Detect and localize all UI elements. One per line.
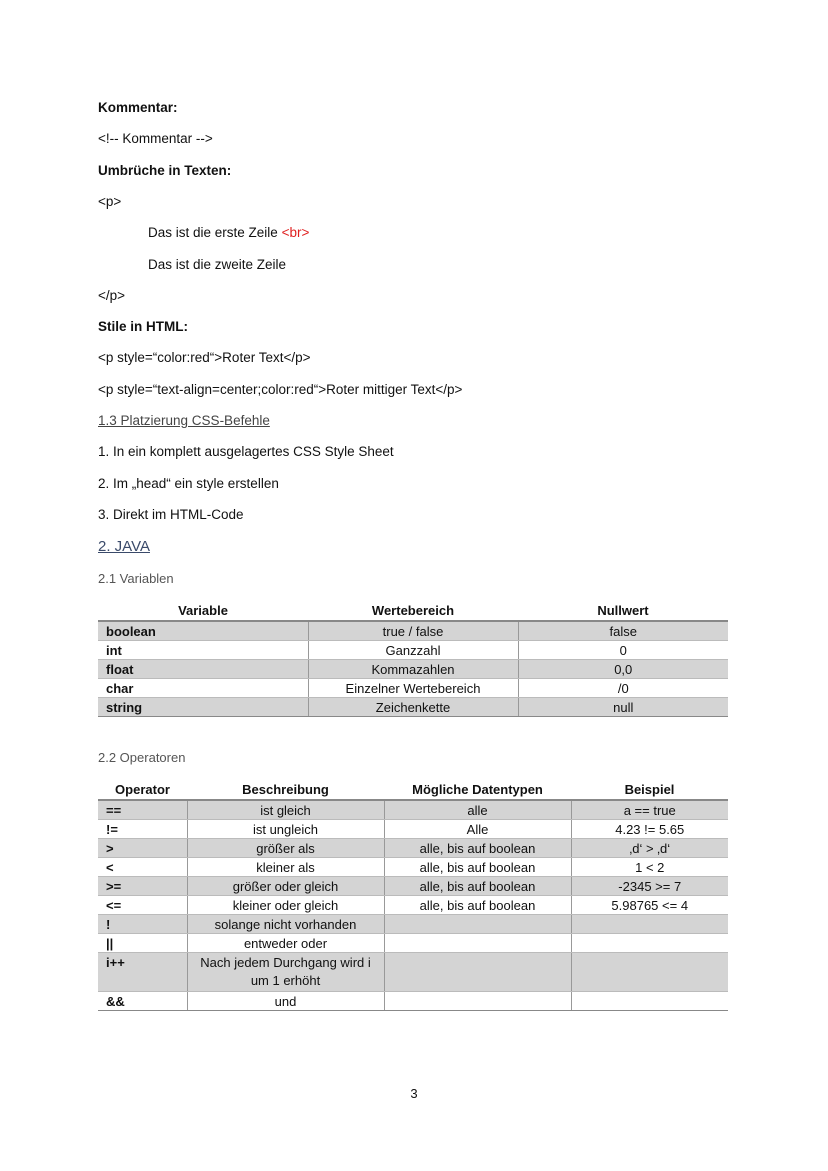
table-cell: 1 < 2 <box>571 858 728 877</box>
table-cell: && <box>98 992 187 1011</box>
table-cell: ‚d‘ > ‚d‘ <box>571 839 728 858</box>
table-row <box>98 660 728 679</box>
first-line-text: Das ist die erste Zeile <box>148 225 278 240</box>
table-row <box>98 915 728 934</box>
table-cell: ! <box>98 915 187 934</box>
table-cell: true / false <box>308 621 518 641</box>
table-header-row <box>98 600 728 621</box>
table-cell: char <box>98 679 308 698</box>
table-row <box>98 992 728 1011</box>
table-cell: Ganzzahl <box>308 641 518 660</box>
style-example-1: <p style=“color:red“>Roter Text</p> <box>98 350 311 365</box>
table-cell: ist ungleich <box>187 820 384 839</box>
style-example-2: <p style=“text-align=center;color:red“>Roter mittiger Text</p> <box>98 382 463 397</box>
table-row <box>98 641 728 660</box>
second-line-example: Das ist die zweite Zeile <box>148 257 287 272</box>
table-cell <box>571 915 728 934</box>
table-cell: Nach jedem Durchgang wird i um 1 erhöht <box>187 953 384 992</box>
table-cell: > <box>98 839 187 858</box>
table-cell: /0 <box>518 679 728 698</box>
table-cell: float <box>98 660 308 679</box>
table-cell <box>384 992 571 1011</box>
table-cell: 4.23 != 5.65 <box>571 820 728 839</box>
table-cell: größer oder gleich <box>187 877 384 896</box>
table-cell <box>384 934 571 953</box>
p-open-tag: <p> <box>98 194 122 209</box>
table-cell: <= <box>98 896 187 915</box>
table-row <box>98 896 728 915</box>
table-cell: == <box>98 800 187 820</box>
css-placement-item: 1. In ein komplett ausgelagertes CSS Style Sheet <box>98 444 394 459</box>
table-cell <box>571 992 728 1011</box>
table-cell: Alle <box>384 820 571 839</box>
table-cell: >= <box>98 877 187 896</box>
column-header: Mögliche Datentypen <box>384 779 571 800</box>
table-cell: 0 <box>518 641 728 660</box>
table-cell: alle, bis auf boolean <box>384 877 571 896</box>
comment-heading: Kommentar: <box>98 100 178 115</box>
table-cell: false <box>518 621 728 641</box>
table-cell: kleiner als <box>187 858 384 877</box>
table-row <box>98 858 728 877</box>
table-cell: 0,0 <box>518 660 728 679</box>
table-cell <box>384 953 571 992</box>
page-number: 3 <box>410 1086 418 1101</box>
table-row <box>98 934 728 953</box>
table-cell: -2345 >= 7 <box>571 877 728 896</box>
table-row <box>98 621 728 641</box>
table-cell: != <box>98 820 187 839</box>
java-heading: 2. JAVA <box>98 538 150 555</box>
first-line-example <box>148 224 309 242</box>
breaks-heading: Umbrüche in Texten: <box>98 163 232 178</box>
css-placement-item: 3. Direkt im HTML-Code <box>98 507 244 522</box>
table-row <box>98 820 728 839</box>
table-cell: alle, bis auf boolean <box>384 839 571 858</box>
table-cell: boolean <box>98 621 308 641</box>
table-cell <box>571 953 728 992</box>
table-row <box>98 698 728 717</box>
column-header: Beispiel <box>571 779 728 800</box>
table-cell: alle, bis auf boolean <box>384 896 571 915</box>
table-cell: alle <box>384 800 571 820</box>
table-cell: solange nicht vorhanden <box>187 915 384 934</box>
operators-heading: 2.2 Operatoren <box>98 750 186 765</box>
column-header: Operator <box>98 779 187 800</box>
table-cell: kleiner oder gleich <box>187 896 384 915</box>
operators-table <box>98 779 728 1011</box>
table-cell: ist gleich <box>187 800 384 820</box>
variables-table <box>98 600 728 717</box>
variables-heading: 2.1 Variablen <box>98 571 174 586</box>
table-cell: größer als <box>187 839 384 858</box>
table-cell: || <box>98 934 187 953</box>
table-cell: Kommazahlen <box>308 660 518 679</box>
table-row <box>98 800 728 820</box>
column-header: Variable <box>98 600 308 621</box>
styles-heading: Stile in HTML: <box>98 319 188 334</box>
table-cell: string <box>98 698 308 717</box>
table-row <box>98 953 728 992</box>
table-cell <box>571 934 728 953</box>
table-cell: a == true <box>571 800 728 820</box>
column-header: Wertebereich <box>308 600 518 621</box>
br-tag: <br> <box>281 225 310 240</box>
table-cell: und <box>187 992 384 1011</box>
table-cell: i++ <box>98 953 187 992</box>
p-close-tag: </p> <box>98 288 126 303</box>
comment-code: <!-- Kommentar --> <box>98 131 213 146</box>
table-cell: alle, bis auf boolean <box>384 858 571 877</box>
column-header: Beschreibung <box>187 779 384 800</box>
table-header-row <box>98 779 728 800</box>
table-cell: entweder oder <box>187 934 384 953</box>
css-placement-heading: 1.3 Platzierung CSS-Befehle <box>98 413 270 428</box>
table-cell <box>384 915 571 934</box>
table-cell: Zeichenkette <box>308 698 518 717</box>
table-row <box>98 877 728 896</box>
table-cell: null <box>518 698 728 717</box>
table-cell: < <box>98 858 187 877</box>
table-cell: Einzelner Wertebereich <box>308 679 518 698</box>
css-placement-item: 2. Im „head“ ein style erstellen <box>98 476 279 491</box>
table-row <box>98 839 728 858</box>
table-row <box>98 679 728 698</box>
column-header: Nullwert <box>518 600 728 621</box>
table-cell: 5.98765 <= 4 <box>571 896 728 915</box>
table-cell: int <box>98 641 308 660</box>
